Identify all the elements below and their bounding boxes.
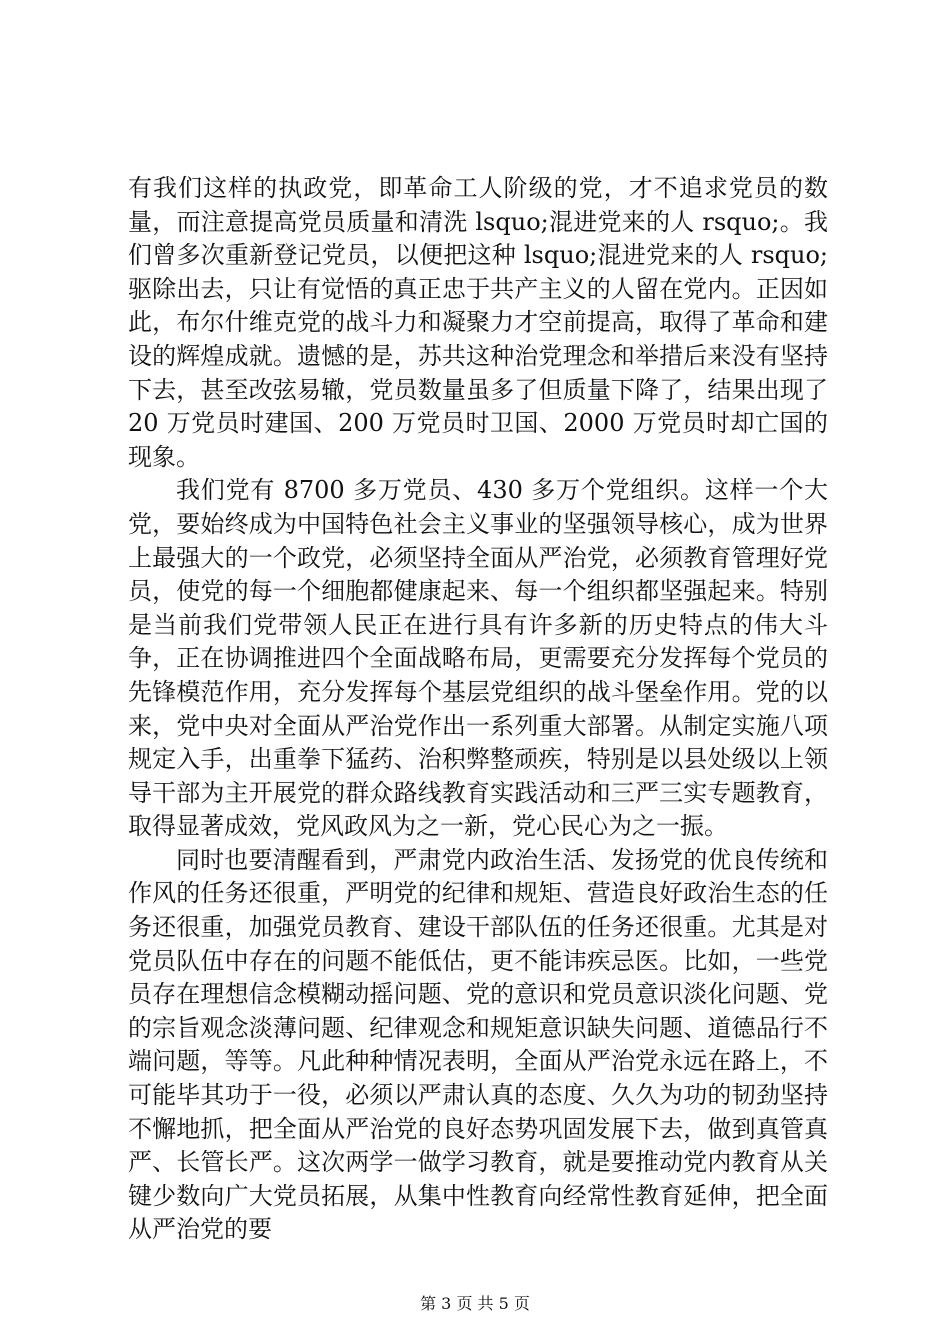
document-body xyxy=(128,172,828,1247)
paragraph-3: 同时也要清醒看到，严肃党内政治生活、发扬党的优良传统和作风的任务还很重，严明党的纪律和规矩、营造良好政治生态的任务还很重，加强党员教育、建设干部队伍的任务还很重。尤其是对党员队伍中存在的问题不能低估，更不能讳疾忌医。比如，一些党员存在理想信念模糊动摇问题、党的意识和党员意识淡化问题、党的宗旨观念淡薄问题、纪律观念和规矩意识缺失问题、道德品行不端问题，等等。凡此种种情况表明，全面从严治党永远在路上，不可能毕其功于一役，必须以严肃认真的态度、久久为功的韧劲坚持不懈地抓，把全面从严治党的良好态势巩固发展下去，做到真管真严、长管长严。这次两学一做学习教育，就是要推动党内教育从关键少数向广大党员拓展，从集中性教育向经常性教育延伸，把全面从严治党的要 xyxy=(128,845,828,1244)
paragraph-2: 我们党有 8700 多万党员、430 多万个党组织。这样一个大党，要始终成为中国特色社会主义事业的坚强领导核心，成为世界上最强大的一个政党，必须坚持全面从严治党，必须教育管理好党员，使党的每一个细胞都健康起来、每一个组织都坚强起来。特别是当前我们党带领人民正在进行具有许多新的历史特点的伟大斗争，正在协调推进四个全面战略布局，更需要充分发挥每个党员的先锋模范作用，充分发挥每个基层党组织的战斗堡垒作用。党的以来，党中央对全面从严治党作出一系列重大部署。从制定实施八项规定入手，出重拳下猛药、治积弊整顽疾，特别是以县处级以上领导干部为主开展党的群众路线教育实践活动和三严三实专题教育，取得显著成效，党风政风为之一新，党心民心为之一振。 xyxy=(128,476,828,841)
paragraph-1: 有我们这样的执政党，即革命工人阶级的党，才不追求党员的数量，而注意提高党员质量和清洗 lsquo;混进党来的人 rsquo;。我们曾多次重新登记党员，以便把这种 lsquo;混进党来的人 rsquo;驱除出去，只让有觉悟的真正忠于共产主义的人留在党内。正因如此，布尔什维克党的战斗力和凝聚力才空前提高，取得了革命和建设的辉煌成就。遗憾的是，苏共这种治党理念和举措后来没有坚持下去，甚至改弦易辙，党员数量虽多了但质量下降了，结果出现了 20 万党员时建国、200 万党员时卫国、2000 万党员时却亡国的现象。 xyxy=(128,174,828,471)
page-footer: 第 3 页 共 5 页 xyxy=(420,1294,530,1313)
